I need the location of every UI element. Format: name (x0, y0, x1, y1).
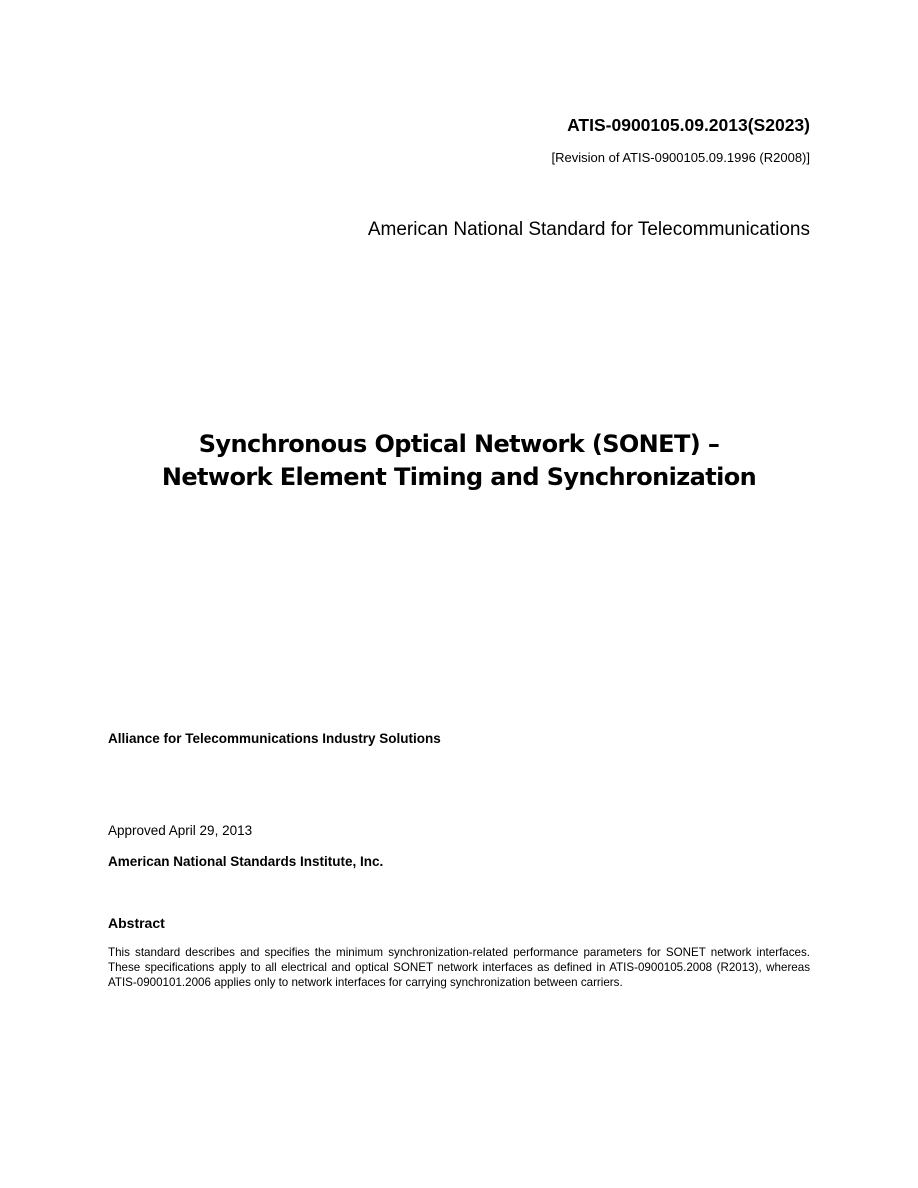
organization-name: Alliance for Telecommunications Industry Solutions (108, 731, 441, 746)
approval-date: Approved April 29, 2013 (108, 823, 253, 838)
title-line-1: Synchronous Optical Network (SONET) – (198, 430, 720, 458)
document-title (0, 428, 918, 494)
title-line-2: Network Element Timing and Synchronization (161, 463, 757, 491)
revision-note: [Revision of ATIS-0900105.09.1996 (R2008)] (551, 150, 810, 165)
abstract-body: This standard describes and specifies the minimum synchronization-related performance parameters for SONET network interfaces. These specifications apply to all electrical and optical SONET network interfaces as defined in ATIS-0900105.2008 (R2013), whereas ATIS-0900101.2006 applies only to network interfaces for carrying synchronization between carriers. (108, 946, 810, 989)
approving-institute: American National Standards Institute, Inc. (108, 854, 384, 869)
document-id: ATIS-0900105.09.2013(S2023) (567, 115, 810, 135)
abstract-heading: Abstract (108, 915, 165, 931)
standard-type: American National Standard for Telecommunications (367, 219, 810, 240)
